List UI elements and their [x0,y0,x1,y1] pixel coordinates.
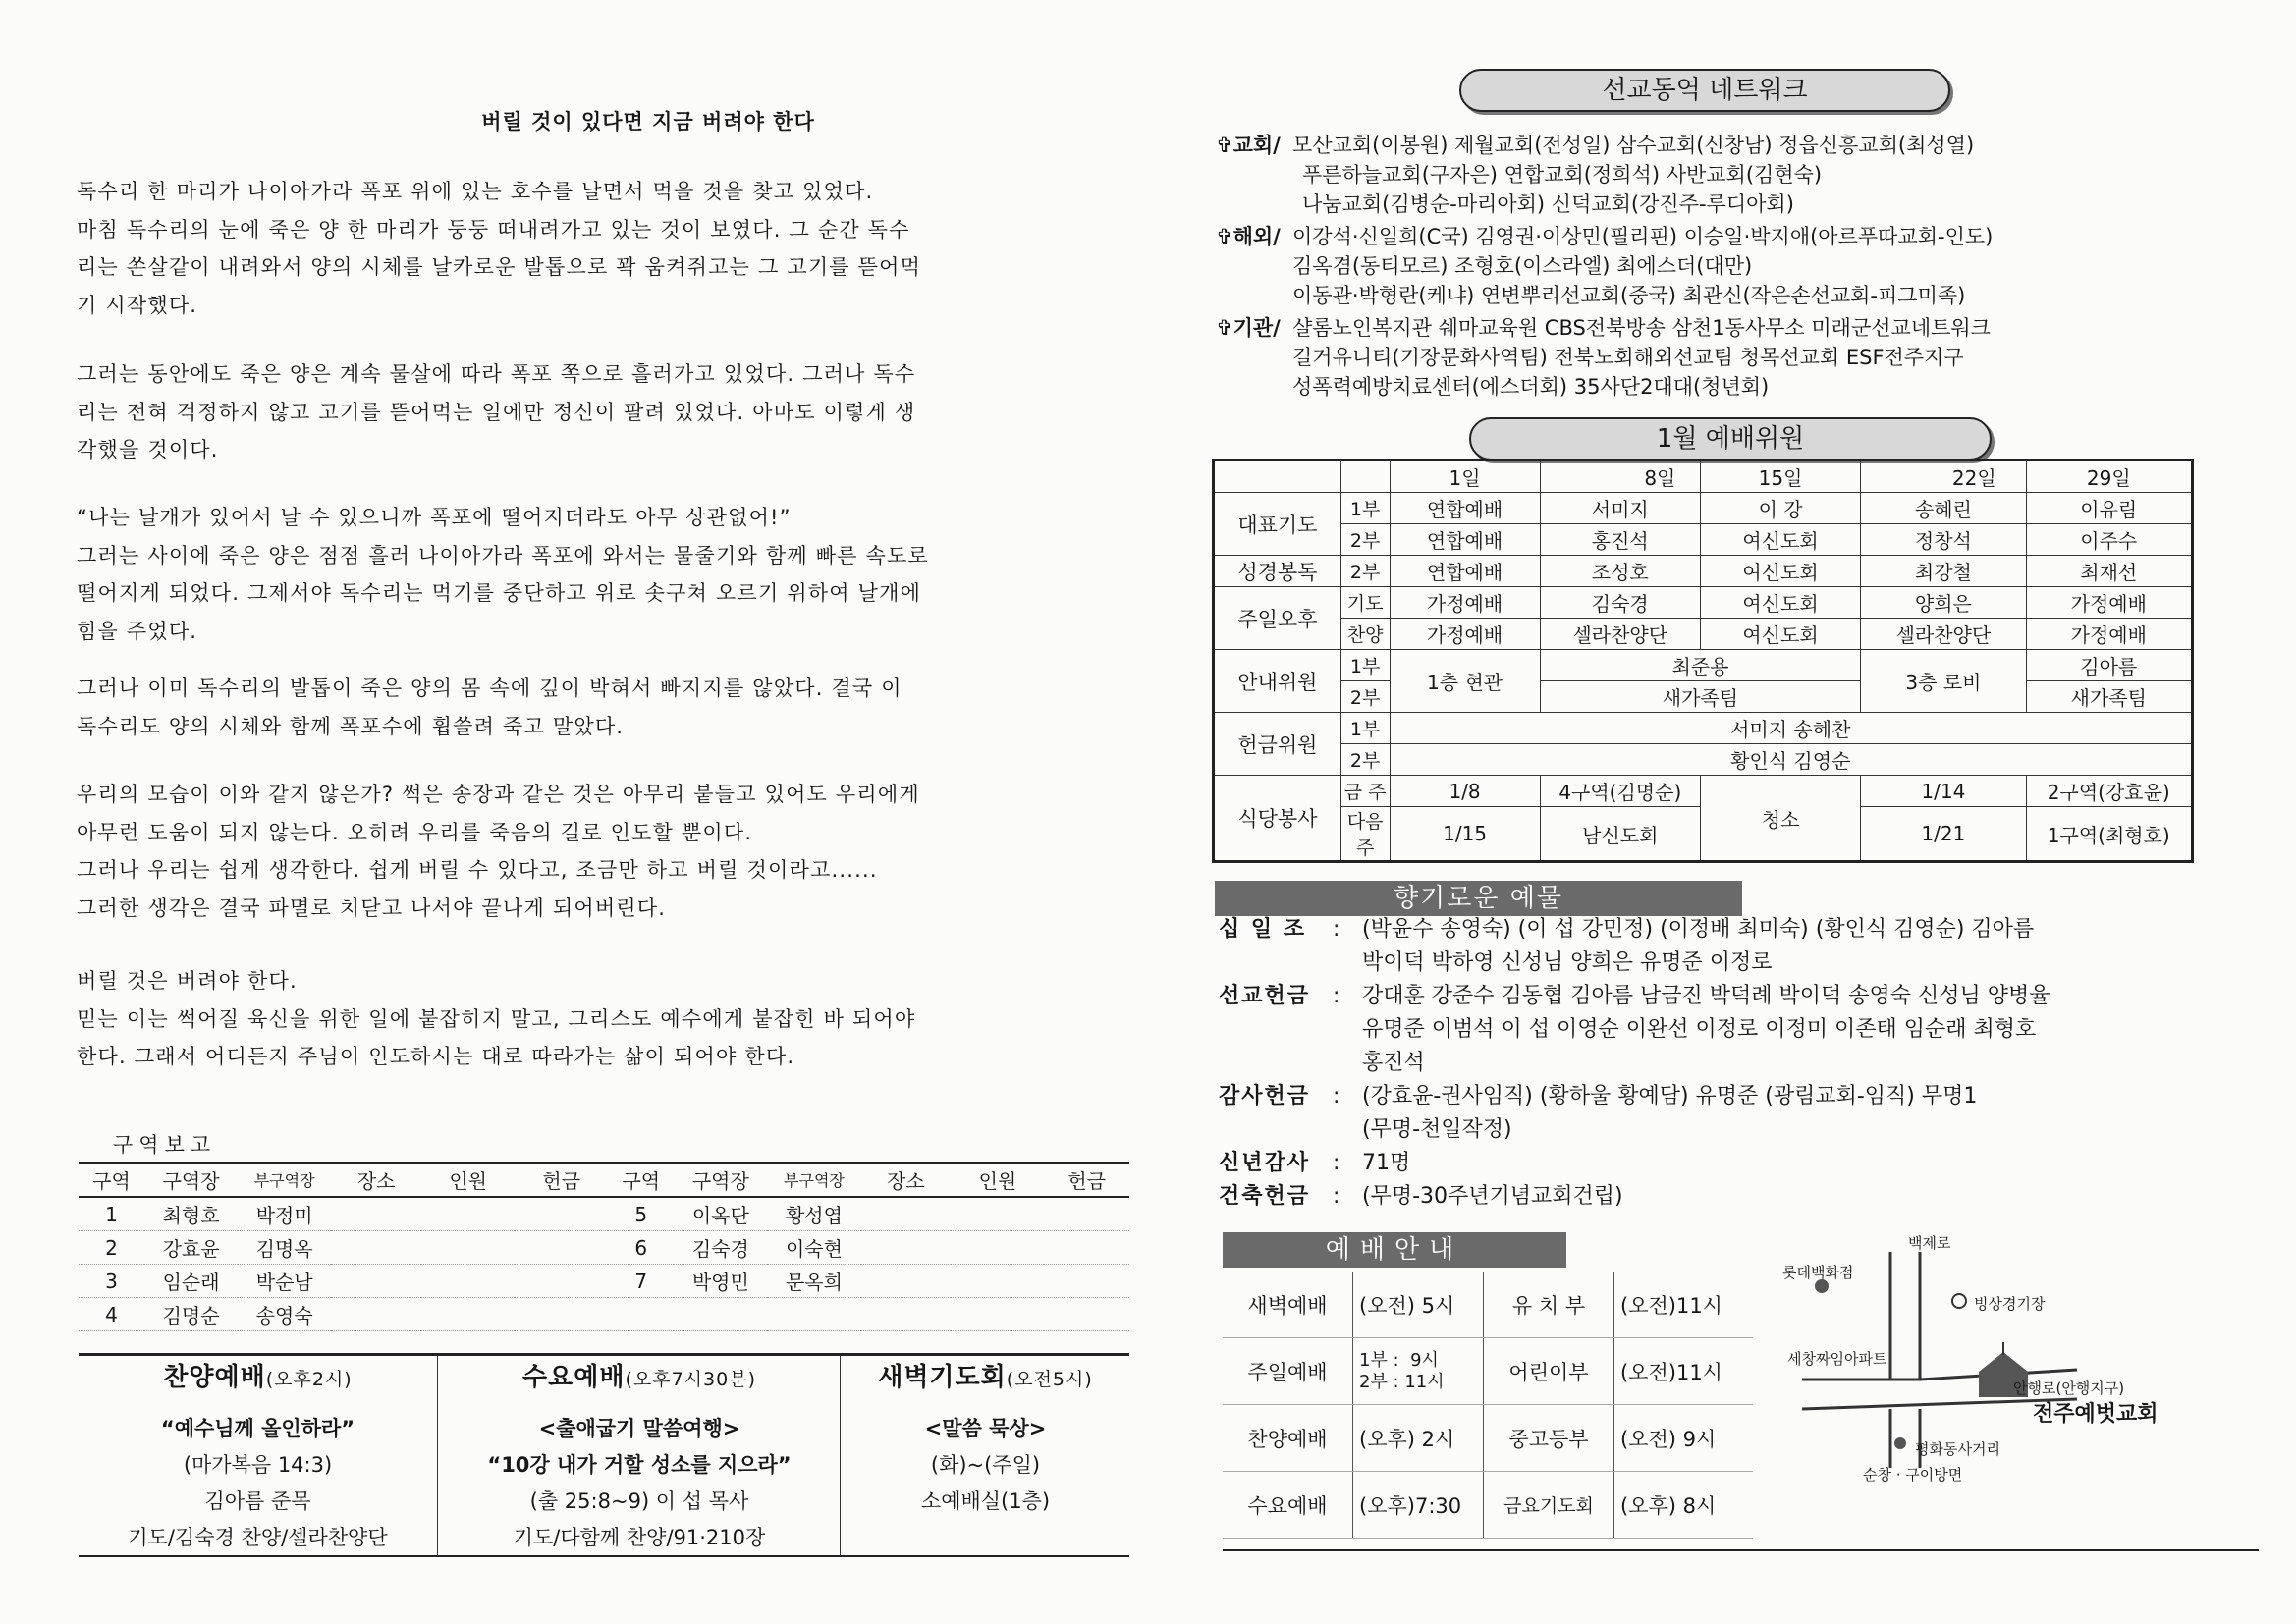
essay-paragraph: 그러나 이미 독수리의 발톱이 죽은 양의 몸 속에 깊이 박혀서 빠지지를 않았다. 결국 이 독수리도 양의 시체와 함께 폭포수에 휩쓸려 죽고 말았다. [77,677,902,738]
landmark-icon [1952,1294,1966,1308]
table-cell: 새가족팀 [2026,681,2192,713]
table-cell: 최재선 [2026,556,2192,587]
service-name: 유 치 부 [1484,1272,1614,1338]
service-heading: 수요예배(오후7시30분) [522,1363,756,1392]
table-cell [1044,1298,1129,1331]
essay-title: 버릴 것이 있다면 지금 버려야 한다 [481,110,815,134]
table-cell [421,1231,515,1265]
table-cell [331,1197,421,1231]
table-cell: 박순남 [238,1265,331,1298]
table-cell: 연합예배 [1390,493,1540,524]
service-time: (오후) 8시 [1614,1472,1754,1539]
intersection-icon [1894,1437,1906,1449]
table-cell: 연합예배 [1390,524,1540,556]
sub-label: 1부 [1340,713,1390,744]
district-report-title: 구역보고 [113,1133,217,1157]
sub-label: 2부 [1340,556,1390,587]
table-row [1223,1338,1753,1405]
gifts-title: 향기로운 예물 [1215,881,1742,916]
gifts-list [1219,913,2050,1214]
sub-label: 1부 [1340,650,1390,681]
table-row [1223,1272,1753,1338]
page-bottom-rule [1223,1549,2259,1551]
service-guide-title: 예배안내 [1223,1232,1566,1268]
table-cell: 1/8 [1390,776,1540,807]
table-cell [1861,460,1923,493]
table-cell: 조성호 [1540,556,1700,587]
gift-item: 신년감사 : 71명 [1219,1147,2050,1180]
table-cell: 1구역(최형호) [2026,807,2192,862]
table-row [1214,776,2193,807]
table-cell: 1층 현관 [1390,650,1540,713]
table-cell: 4 [79,1298,144,1331]
column-header: 구역 [608,1163,674,1197]
network-group: ✞교회/ 모산교회(이봉원) 제월교회(전성일) 삼수교회(신창남) 정읍신흥교회(최성열) 푸른하늘교회(구자은) 연합교회(정희석) 사반교회(김현숙) 나눔교회(김병순-마리아회) 신덕교회(강진주-루디아회) [1216,131,1993,219]
table-cell: 서미지 [1540,493,1700,524]
table-row [1214,493,2193,524]
table-cell: 이옥단 [674,1197,767,1231]
map-label: 백제로 [1908,1234,1951,1252]
table-cell: 박영민 [674,1265,767,1298]
service-heading: 찬양예배(오후2시) [163,1363,353,1392]
table-header-row [1214,460,2193,493]
wednesday-service-box: 수요예배(오후7시30분) <출애굽기 말씀여행> “10강 내가 거할 성소를 지으라” (출 25:8~9) 이 섭 목사 기도/다함께 찬양/91·210장 [439,1357,840,1553]
column-header: 부구역장 [767,1163,860,1197]
map-label: 평화동사거리 [1915,1440,2000,1458]
sub-label: 2부 [1340,524,1390,556]
network-list [1216,131,1993,402]
district-report-table [79,1162,1129,1331]
essay-paragraph: 버릴 것은 버려야 한다. 믿는 이는 썩어질 육신을 위한 일에 붙잡히지 말고, 그리스도 예수에게 붙잡힌 바 되어야 한다. 그래서 어디든지 주님이 인도하시는 대로 따라가는 삶이 되어야 한다. [77,969,916,1068]
service-name: 새벽예배 [1223,1272,1353,1338]
map-label: 안행로(안행지구) [2013,1380,2125,1397]
column-header: 구역장 [674,1163,767,1197]
row-label: 헌금위원 [1214,713,1341,776]
sub-label: 찬양 [1340,619,1390,650]
table-cell: 김숙경 [1540,587,1700,619]
table-cell: 6 [608,1231,674,1265]
table-cell: 3층 로비 [1861,650,2026,713]
column-header: 구역장 [144,1163,238,1197]
table-row [79,1231,1129,1265]
table-cell [421,1265,515,1298]
table-row [1214,524,2193,556]
table-row [1214,713,2193,744]
table-cell: 김아름 [2026,650,2192,681]
table-cell [1044,1265,1129,1298]
table-cell: 서미지 송혜찬 [1390,713,2193,744]
column-header: 구역 [79,1163,144,1197]
service-name: 주일예배 [1223,1338,1353,1405]
table-cell: 최준용 [1540,650,1861,681]
gift-item: 십 일 조 : (박윤수 송영숙) (이 섭 강민정) (이정배 최미숙) (황인식 김영순) 김아름 박이덕 박하영 신성님 양희은 유명준 이정로 [1219,913,2050,980]
service-time: (오전) 9시 [1614,1405,1754,1472]
table-cell: 최형호 [144,1197,238,1231]
table-cell: 문옥희 [767,1265,860,1298]
sub-label: 다음주 [1340,807,1390,862]
service-guide-table [1223,1272,1753,1539]
worship-duty-table [1212,459,2194,863]
network-label: ✞해외/ [1216,225,1281,248]
table-cell [1340,460,1390,493]
column-header: 인원 [421,1163,515,1197]
table-cell: 1 [79,1197,144,1231]
table-cell [515,1197,608,1231]
table-cell: 1/14 [1861,776,2026,807]
table-cell: 새가족팀 [1540,681,1861,713]
table-cell: 1/15 [1390,807,1540,862]
table-cell: 홍진석 [1540,524,1700,556]
table-row [1214,587,2193,619]
table-cell: 1/21 [1861,807,2026,862]
table-row [79,1197,1129,1231]
table-cell: 황인식 김영순 [1390,744,2193,776]
map-label: 세창짜임아파트 [1787,1350,1887,1368]
sub-label: 금 주 [1340,776,1390,807]
table-cell: 2 [79,1231,144,1265]
gift-label: 감사헌금 [1219,1084,1311,1109]
column-divider [437,1355,438,1555]
service-name: 어린이부 [1484,1338,1614,1405]
table-cell: 송혜린 [1861,493,2026,524]
table-cell [951,1197,1044,1231]
table-cell: 여신도회 [1700,587,1860,619]
table-header-row [79,1163,1129,1197]
table-row [1223,1472,1753,1539]
service-time: 1부 : 9시 2부 : 11시 [1353,1338,1484,1405]
table-row [79,1298,1129,1331]
table-cell: 김명순 [144,1298,238,1331]
network-label: ✞교회/ [1216,134,1281,157]
column-header: 장소 [331,1163,421,1197]
table-cell [1214,460,1341,493]
table-cell: 가정예배 [1390,619,1540,650]
table-cell: 이 강 [1700,493,1860,524]
table-cell: 정창석 [1861,524,2026,556]
table-row [79,1265,1129,1298]
row-label: 주일오후 [1214,587,1341,650]
table-cell: 양희은 [1861,587,2026,619]
table-cell: 청소 [1700,776,1860,862]
table-cell: 강효윤 [144,1231,238,1265]
column-header: 장소 [861,1163,952,1197]
network-group: ✞해외/ 이강석·신일희(C국) 김영권·이상민(필리핀) 이승일·박지애(아르푸따교회-인도) 김옥겸(동티모르) 조형호(이스라엘) 최에스더(대만) 이동관·박형란(케냐) 연변뿌리선교회(중국) 최관신(작은손선교회-피그미족) [1216,222,1993,310]
table-row [1214,619,2193,650]
service-time: (오후) 2시 [1353,1405,1484,1472]
table-cell: 이유림 [2026,493,2192,524]
church-location-map [1782,1232,2234,1488]
table-cell: 연합예배 [1390,556,1540,587]
table-cell: 최강철 [1861,556,2026,587]
table-cell [951,1231,1044,1265]
table-cell [861,1231,952,1265]
row-label: 안내위원 [1214,650,1341,713]
gift-item: 건축헌금 : (무명-30주년기념교회건립) [1219,1180,2050,1214]
table-cell: 황성엽 [767,1197,860,1231]
worship-duty-title: 1월 예배위원 [1469,417,1992,460]
table-cell [861,1265,952,1298]
table-cell: 셀라찬양단 [1540,619,1700,650]
table-cell [861,1197,952,1231]
table-row [1214,556,2193,587]
service-name: 금요기도회 [1484,1472,1614,1539]
gift-item: 선교헌금 : 강대훈 강준수 김동협 김아름 남금진 박덕례 박이덕 송영숙 신성님 양병율 유명준 이범석 이 섭 이영순 이완선 이정로 이정미 이존태 임순래 최형호 홍진석 [1219,980,2050,1080]
table-cell: 4구역(김명순) [1540,776,1700,807]
row-label: 식당봉사 [1214,776,1341,862]
sub-label: 2부 [1340,744,1390,776]
network-group: ✞기관/ 샬롬노인복지관 쉐마교육원 CBS전북방송 삼천1동사무소 미래군선교네트워크 길거유니티(기장문화사역팀) 전북노회해외선교팀 청목선교회 ESF전주지구 성폭력예방치료센터(에스더회) 35사단2대대(청년회) [1216,313,1993,402]
service-time: (오전)11시 [1614,1338,1754,1405]
network-title: 선교동역 네트워크 [1459,69,1950,112]
table-cell: 김숙경 [674,1231,767,1265]
map-label: 빙상경기장 [1974,1295,2046,1313]
table-cell [608,1298,674,1331]
table-cell: 5 [608,1197,674,1231]
column-header: 헌금 [1044,1163,1129,1197]
network-label: ✞기관/ [1216,316,1281,340]
table-cell: 임순래 [144,1265,238,1298]
date-header: 8일 [1620,460,1701,493]
table-cell: 여신도회 [1700,556,1860,587]
table-cell: 가정예배 [2026,587,2192,619]
table-cell [331,1298,421,1331]
column-header: 헌금 [515,1163,608,1197]
services-top-rule [79,1353,1129,1356]
table-cell: 여신도회 [1700,619,1860,650]
table-cell [1044,1231,1129,1265]
column-header: 부구역장 [238,1163,331,1197]
table-row [1214,681,2193,713]
table-cell [674,1298,767,1331]
table-cell [331,1231,421,1265]
table-cell [767,1298,860,1331]
table-cell [421,1298,515,1331]
table-cell [951,1298,1044,1331]
service-name: 찬양예배 [1223,1405,1353,1472]
column-header: 인원 [951,1163,1044,1197]
sub-label: 2부 [1340,681,1390,713]
table-cell [861,1298,952,1331]
table-cell: 셀라찬양단 [1861,619,2026,650]
date-header: 15일 [1700,460,1860,493]
table-cell: 가정예배 [2026,619,2192,650]
table-cell [515,1231,608,1265]
essay-paragraph: 우리의 모습이 이와 같지 않은가? 썩은 송장과 같은 것은 아무리 붙들고 있어도 우리에게 아무런 도움이 되지 않는다. 오히려 우리를 죽음의 길로 인도할 뿐이다. 그러나 우리는 쉽게 생각한다. 쉽게 버릴 수 있다고, 조금만 하고 버릴 것이라고...... 그러한 생각은 결국 파멸로 치닫고 나서야 끝나게 되어버린다. [77,783,920,920]
table-cell: 박정미 [238,1197,331,1231]
service-heading: 새벽기도회(오전5시) [878,1363,1093,1392]
table-cell [951,1265,1044,1298]
table-cell: 남신도회 [1540,807,1700,862]
map-label: 순창 · 구이방면 [1863,1466,1963,1484]
dawn-prayer-box: 새벽기도회(오전5시) <말씀 묵상> (화)~(주일) 소예배실(1층) [842,1357,1129,1553]
praise-service-box: 찬양예배(오후2시) “예수님께 올인하라” (마가복음 14:3) 김아름 준목 기도/김숙경 찬양/셀라찬양단 [79,1357,437,1553]
gift-label: 십 일 조 [1219,917,1307,942]
gift-label: 선교헌금 [1219,984,1311,1008]
gift-label: 건축헌금 [1219,1184,1311,1209]
essay-paragraph: 독수리 한 마리가 나이아가라 폭포 위에 있는 호수를 날면서 먹을 것을 찾고 있었다. 마침 독수리의 눈에 죽은 양 한 마리가 둥둥 떠내려가고 있는 것이 보였다. 그 순간 독수 리는 쏜살같이 내려와서 양의 시체를 날카로운 발톱으로 꽉 움켜쥐고는 그 고기를 뜯어먹 기 시작했다. [77,180,922,317]
table-cell: 이숙현 [767,1231,860,1265]
map-church-name: 전주예벗교회 [2033,1402,2159,1427]
service-name: 중고등부 [1484,1405,1614,1472]
table-row [1214,744,2193,776]
table-cell [331,1265,421,1298]
table-cell: 여신도회 [1700,524,1860,556]
table-cell: 김명옥 [238,1231,331,1265]
essay-paragraph: “나는 날개가 있어서 날 수 있으니까 폭포에 떨어지더라도 아무 상관없어!” 그러는 사이에 죽은 양은 점점 흘러 나이아가라 폭포에 와서는 물줄기와 함께 빠른 속도로 떨어지게 되었다. 그제서야 독수리는 먹기를 중단하고 위로 솟구쳐 오르기 위하여 날개에 힘을 주었다. [77,506,929,643]
date-header: 22일 [1923,460,2026,493]
table-cell [515,1265,608,1298]
service-time: (오전)11시 [1614,1272,1754,1338]
table-row [1214,650,2193,681]
table-cell: 2구역(강효윤) [2026,776,2192,807]
date-header: 1일 [1390,460,1540,493]
table-cell: 가정예배 [1390,587,1540,619]
row-label: 성경봉독 [1214,556,1341,587]
gift-item: 감사헌금 : (강효윤-권사임직) (황하울 황예담) 유명준 (광림교회-임직) 무명1 (무명-천일작정) [1219,1080,2050,1147]
row-label: 대표기도 [1214,493,1341,556]
date-header: 29일 [2026,460,2192,493]
table-cell [1044,1197,1129,1231]
table-cell: 3 [79,1265,144,1298]
table-cell: 송영숙 [238,1298,331,1331]
table-cell: 이주수 [2026,524,2192,556]
service-time: (오후)7:30 [1353,1472,1484,1539]
map-label: 롯데백화점 [1782,1264,1854,1281]
gift-label: 신년감사 [1219,1151,1311,1175]
table-row [1223,1405,1753,1472]
column-divider [840,1355,841,1555]
table-cell: 7 [608,1265,674,1298]
service-time: (오전) 5시 [1353,1272,1484,1338]
sub-label: 기도 [1340,587,1390,619]
table-cell [1540,460,1620,493]
sub-label: 1부 [1340,493,1390,524]
table-cell [515,1298,608,1331]
essay-paragraph: 그러는 동안에도 죽은 양은 계속 물살에 따라 폭포 쪽으로 흘러가고 있었다. 그러나 독수 리는 전혀 걱정하지 않고 고기를 뜯어먹는 일에만 정신이 팔려 있었다. 아마도 이렇게 생 각했을 것이다. [77,362,916,461]
service-name: 수요예배 [1223,1472,1353,1539]
table-cell [421,1197,515,1231]
